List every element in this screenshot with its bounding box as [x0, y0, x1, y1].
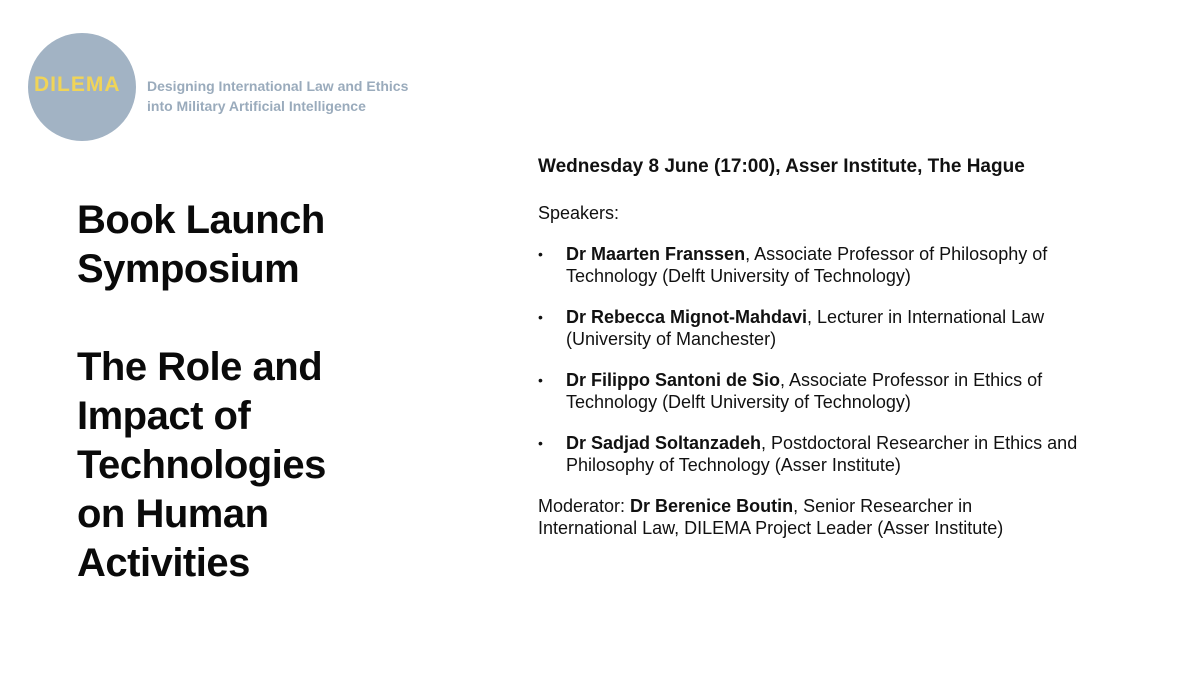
moderator-role-continued: International Law, DILEMA Project Leader (Asser Institute)	[538, 518, 1004, 538]
title-line: Impact of	[77, 394, 251, 438]
dilema-logo-tagline	[147, 76, 408, 116]
moderator-role: , Senior Researcher in	[793, 496, 973, 516]
speakers-heading: Speakers:	[538, 203, 620, 223]
title-line: Activities	[77, 541, 250, 585]
dilema-logo-wordmark: DILEMA	[34, 73, 121, 96]
speaker-item	[538, 306, 1178, 350]
tagline-line: Designing International Law and Ethics	[147, 78, 409, 94]
title-line: on Human	[77, 492, 269, 536]
moderator	[538, 495, 1178, 539]
speaker-name: Dr Maarten Franssen	[566, 244, 746, 264]
speaker-line	[566, 432, 1178, 454]
title-line: Symposium	[77, 247, 300, 291]
speaker-item	[538, 432, 1178, 476]
speaker-role: , Lecturer in International Law	[807, 307, 1045, 327]
speaker-line	[566, 306, 1178, 328]
speaker-name: Dr Filippo Santoni de Sio	[566, 370, 780, 390]
title-spacer	[77, 294, 437, 343]
speaker-line	[566, 243, 1178, 265]
speaker-item	[538, 243, 1178, 287]
moderator-line	[538, 495, 1178, 517]
speaker-role-continued: Philosophy of Technology (Asser Institute)	[566, 455, 901, 475]
event-details	[538, 156, 1178, 539]
speaker-item	[538, 369, 1178, 413]
moderator-label: Moderator:	[538, 496, 631, 516]
bullet-icon: •	[538, 372, 543, 388]
title-line: The Role and	[77, 345, 323, 389]
speaker-role: , Associate Professor in Ethics of	[780, 370, 1043, 390]
speaker-role-continued: (University of Manchester)	[566, 329, 777, 349]
bullet-icon: •	[538, 309, 543, 325]
bullet-icon: •	[538, 435, 543, 451]
speaker-list	[538, 243, 1178, 476]
event-title	[77, 196, 437, 588]
event-date-location: Wednesday 8 June (17:00), Asser Institute, The Hague	[538, 156, 1025, 177]
speaker-role: , Associate Professor of Philosophy of	[745, 244, 1048, 264]
speaker-role-continued: Technology (Delft University of Technology)	[566, 392, 911, 412]
speaker-name: Dr Rebecca Mignot-Mahdavi	[566, 307, 808, 327]
speaker-role-continued: Technology (Delft University of Technology)	[566, 266, 911, 286]
moderator-name: Dr Berenice Boutin	[630, 496, 794, 516]
speaker-name: Dr Sadjad Soltanzadeh	[566, 433, 762, 453]
title-line: Technologies	[77, 443, 326, 487]
tagline-line: into Military Artificial Intelligence	[147, 98, 366, 114]
speaker-line	[566, 369, 1178, 391]
bullet-icon: •	[538, 246, 543, 262]
speaker-role: , Postdoctoral Researcher in Ethics and	[761, 433, 1078, 453]
title-line: Book Launch	[77, 198, 325, 242]
